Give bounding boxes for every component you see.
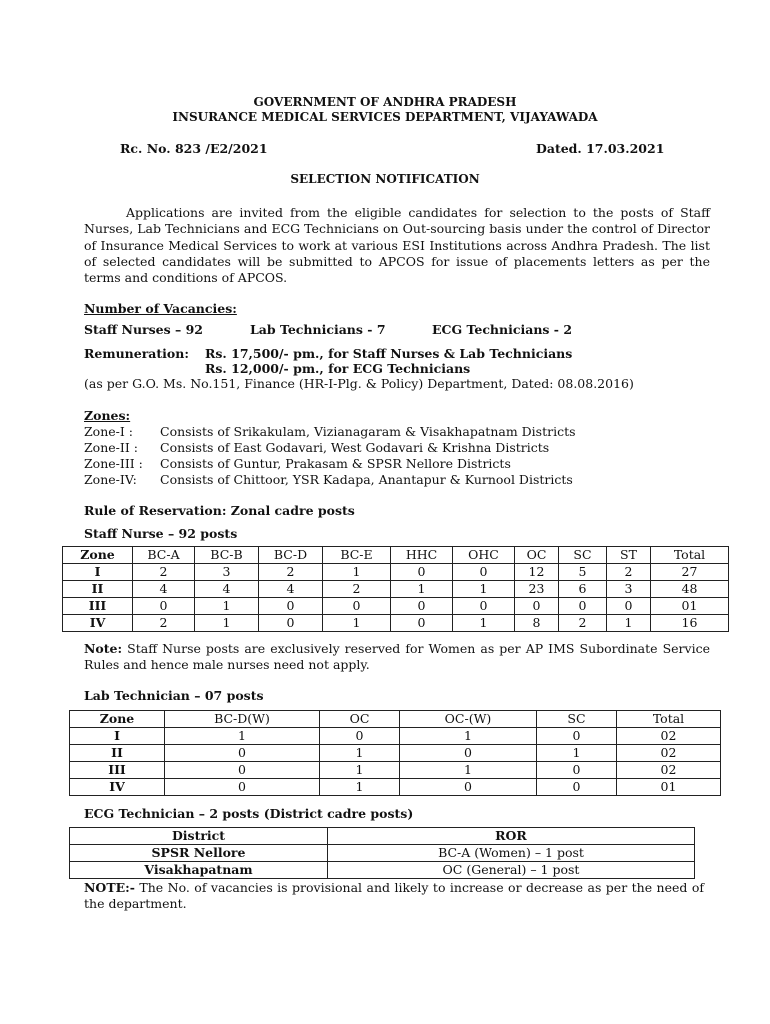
table-row bbox=[70, 862, 695, 879]
table-row bbox=[70, 779, 721, 796]
table-cell: II bbox=[70, 745, 165, 762]
ecg-technician-table bbox=[69, 827, 695, 879]
table-cell: I bbox=[70, 728, 165, 745]
column-header: Total bbox=[617, 711, 721, 728]
table-cell: 2 bbox=[607, 564, 651, 581]
table-cell: 1 bbox=[391, 581, 453, 598]
remuneration-line-1: Rs. 17,500/- pm., for Staff Nurses & Lab Technicians bbox=[205, 346, 573, 361]
reference-number: Rc. No. 823 /E2/2021 bbox=[120, 141, 268, 156]
table-cell: 0 bbox=[133, 598, 195, 615]
table-cell: 0 bbox=[320, 728, 400, 745]
table-cell: 1 bbox=[320, 762, 400, 779]
table-cell: Visakhapatnam bbox=[70, 862, 328, 879]
table-cell: II bbox=[63, 581, 133, 598]
staff-nurse-note-label: Note: bbox=[84, 641, 123, 656]
table-cell: 0 bbox=[259, 598, 323, 615]
column-header: Zone bbox=[63, 547, 133, 564]
table-cell: 02 bbox=[617, 728, 721, 745]
column-header: BC-A bbox=[133, 547, 195, 564]
table-cell: 4 bbox=[259, 581, 323, 598]
table-cell: I bbox=[63, 564, 133, 581]
table-cell: 6 bbox=[559, 581, 607, 598]
table-cell: 0 bbox=[453, 598, 515, 615]
column-header: SC bbox=[559, 547, 607, 564]
table-cell: 2 bbox=[559, 615, 607, 632]
intro-paragraph: Applications are invited from the eligible candidates for selection to the posts of Staff Nurses, Lab Technicians and ECG Technicians on Out-sourcing basis under the control of Director of Insurance Medical Services to work at various ESI Institutions across Andhra Pradesh. The list of selected candidates will be submitted to APCOS for issue of placements letters as per the terms and conditions of APCOS. bbox=[84, 205, 710, 286]
column-header: District bbox=[70, 828, 328, 845]
table-cell: 1 bbox=[323, 615, 391, 632]
column-header: ST bbox=[607, 547, 651, 564]
table-cell: 0 bbox=[453, 564, 515, 581]
table-cell: 1 bbox=[400, 728, 537, 745]
table-cell: SPSR Nellore bbox=[70, 845, 328, 862]
final-note bbox=[84, 880, 704, 913]
zone-1-label: Zone-I : bbox=[84, 424, 134, 439]
table-row bbox=[70, 745, 721, 762]
table-cell: 0 bbox=[537, 762, 617, 779]
table-cell: 1 bbox=[195, 598, 259, 615]
table-row bbox=[70, 728, 721, 745]
vacancy-lab-technicians: Lab Technicians - 7 bbox=[250, 322, 386, 337]
ecg-technician-header-row bbox=[70, 828, 695, 845]
table-cell: 1 bbox=[453, 615, 515, 632]
zone-3-label: Zone-III : bbox=[84, 456, 143, 471]
column-header: SC bbox=[537, 711, 617, 728]
remuneration-label: Remuneration: bbox=[84, 346, 189, 361]
final-note-text: The No. of vacancies is provisional and likely to increase or decrease as per the need of the department. bbox=[84, 880, 704, 912]
notification-title: SELECTION NOTIFICATION bbox=[290, 172, 480, 186]
remuneration-go-note: (as per G.O. Ms. No.151, Finance (HR-I-Plg. & Policy) Department, Dated: 08.08.2016) bbox=[84, 376, 634, 391]
table-cell: OC (General) – 1 post bbox=[328, 862, 695, 879]
column-header: HHC bbox=[391, 547, 453, 564]
column-header: BC-B bbox=[195, 547, 259, 564]
table-cell: 0 bbox=[537, 779, 617, 796]
zones-heading: Zones: bbox=[84, 408, 131, 423]
table-cell: 1 bbox=[537, 745, 617, 762]
reservation-heading: Rule of Reservation: Zonal cadre posts bbox=[84, 503, 355, 518]
table-cell: 02 bbox=[617, 745, 721, 762]
zone-3-desc: Consists of Guntur, Prakasam & SPSR Nellore Districts bbox=[160, 456, 511, 471]
table-cell: 8 bbox=[515, 615, 559, 632]
final-note-label: NOTE:- bbox=[84, 880, 135, 895]
table-cell: 5 bbox=[559, 564, 607, 581]
table-cell: 1 bbox=[607, 615, 651, 632]
column-header: Total bbox=[651, 547, 729, 564]
staff-nurse-table bbox=[62, 546, 729, 632]
table-row bbox=[63, 598, 729, 615]
table-row bbox=[63, 581, 729, 598]
column-header: BC-E bbox=[323, 547, 391, 564]
table-cell: 0 bbox=[165, 779, 320, 796]
lab-technician-heading: Lab Technician – 07 posts bbox=[84, 688, 264, 703]
table-cell: 23 bbox=[515, 581, 559, 598]
table-cell: 2 bbox=[323, 581, 391, 598]
remuneration-line-2: Rs. 12,000/- pm., for ECG Technicians bbox=[205, 361, 471, 376]
table-cell: 2 bbox=[259, 564, 323, 581]
staff-nurse-note bbox=[84, 641, 710, 674]
table-cell: IV bbox=[63, 615, 133, 632]
column-header: BC-D(W) bbox=[165, 711, 320, 728]
lab-technician-table bbox=[69, 710, 721, 796]
table-cell: 1 bbox=[195, 615, 259, 632]
table-cell: 4 bbox=[133, 581, 195, 598]
table-cell: 4 bbox=[195, 581, 259, 598]
table-cell: III bbox=[70, 762, 165, 779]
table-cell: 0 bbox=[391, 598, 453, 615]
table-row bbox=[63, 564, 729, 581]
header-government: GOVERNMENT OF ANDHRA PRADESH bbox=[253, 95, 517, 109]
table-cell: 1 bbox=[320, 745, 400, 762]
column-header: OC bbox=[320, 711, 400, 728]
table-cell: 27 bbox=[651, 564, 729, 581]
staff-nurse-note-text: Staff Nurse posts are exclusively reserved for Women as per AP IMS Subordinate Service Rules and hence male nurses need not apply. bbox=[84, 641, 710, 673]
zone-4-desc: Consists of Chittoor, YSR Kadapa, Anantapur & Kurnool Districts bbox=[160, 472, 573, 487]
table-cell: 1 bbox=[165, 728, 320, 745]
table-cell: 1 bbox=[400, 762, 537, 779]
column-header: OHC bbox=[453, 547, 515, 564]
table-row bbox=[70, 845, 695, 862]
staff-nurse-header-row bbox=[63, 547, 729, 564]
column-header: OC-(W) bbox=[400, 711, 537, 728]
table-cell: 0 bbox=[165, 745, 320, 762]
table-cell: 0 bbox=[515, 598, 559, 615]
lab-technician-header-row bbox=[70, 711, 721, 728]
table-cell: 12 bbox=[515, 564, 559, 581]
zone-2-label: Zone-II : bbox=[84, 440, 138, 455]
table-cell: 0 bbox=[607, 598, 651, 615]
table-cell: 48 bbox=[651, 581, 729, 598]
column-header: BC-D bbox=[259, 547, 323, 564]
table-cell: 1 bbox=[453, 581, 515, 598]
vacancy-staff-nurses: Staff Nurses – 92 bbox=[84, 322, 203, 337]
zone-4-label: Zone-IV: bbox=[84, 472, 137, 487]
table-cell: 01 bbox=[617, 779, 721, 796]
table-cell: 0 bbox=[391, 615, 453, 632]
table-cell: III bbox=[63, 598, 133, 615]
dated-text: Dated. 17.03.2021 bbox=[536, 141, 665, 156]
table-cell: 0 bbox=[391, 564, 453, 581]
table-cell: 0 bbox=[400, 779, 537, 796]
table-cell: 1 bbox=[320, 779, 400, 796]
table-cell: BC-A (Women) – 1 post bbox=[328, 845, 695, 862]
vacancies-heading: Number of Vacancies: bbox=[84, 301, 237, 316]
table-cell: 2 bbox=[133, 615, 195, 632]
table-cell: 0 bbox=[165, 762, 320, 779]
zone-1-desc: Consists of Srikakulam, Vizianagaram & Visakhapatnam Districts bbox=[160, 424, 576, 439]
header-department: INSURANCE MEDICAL SERVICES DEPARTMENT, VIJAYAWADA bbox=[172, 110, 598, 124]
table-row bbox=[70, 762, 721, 779]
table-cell: 0 bbox=[259, 615, 323, 632]
table-row bbox=[63, 615, 729, 632]
ecg-technician-heading: ECG Technician – 2 posts (District cadre posts) bbox=[84, 806, 414, 821]
table-cell: 1 bbox=[323, 564, 391, 581]
table-cell: 0 bbox=[559, 598, 607, 615]
staff-nurse-heading: Staff Nurse – 92 posts bbox=[84, 526, 238, 541]
column-header: OC bbox=[515, 547, 559, 564]
table-cell: 0 bbox=[400, 745, 537, 762]
table-cell: 0 bbox=[323, 598, 391, 615]
table-cell: IV bbox=[70, 779, 165, 796]
table-cell: 0 bbox=[537, 728, 617, 745]
table-cell: 3 bbox=[195, 564, 259, 581]
table-cell: 3 bbox=[607, 581, 651, 598]
table-cell: 02 bbox=[617, 762, 721, 779]
table-cell: 01 bbox=[651, 598, 729, 615]
zone-2-desc: Consists of East Godavari, West Godavari & Krishna Districts bbox=[160, 440, 550, 455]
table-cell: 16 bbox=[651, 615, 729, 632]
column-header: Zone bbox=[70, 711, 165, 728]
column-header: ROR bbox=[328, 828, 695, 845]
table-cell: 2 bbox=[133, 564, 195, 581]
vacancy-ecg-technicians: ECG Technicians - 2 bbox=[432, 322, 573, 337]
